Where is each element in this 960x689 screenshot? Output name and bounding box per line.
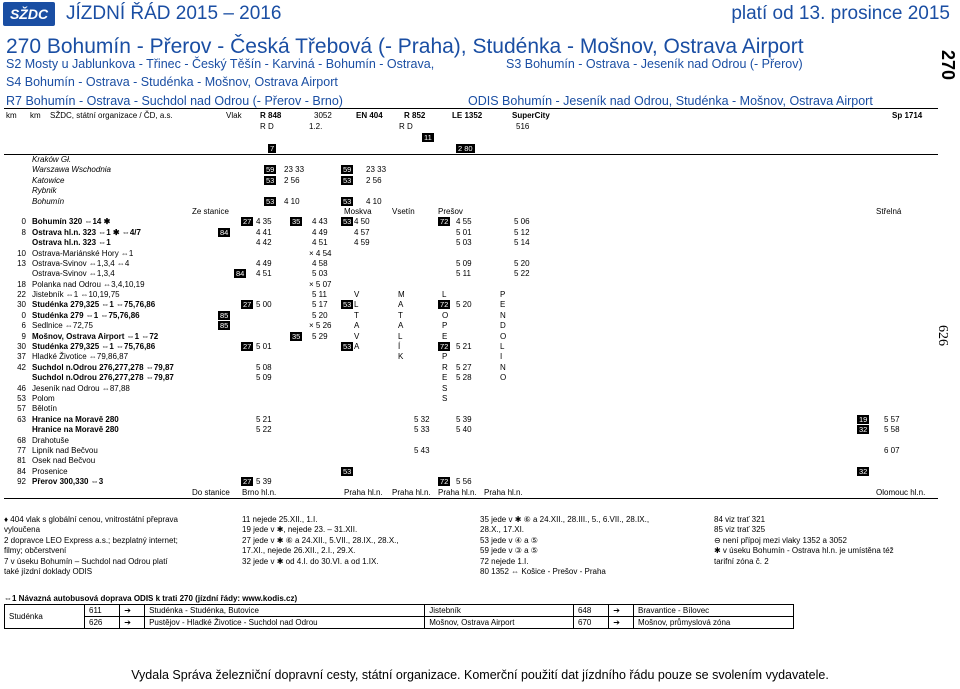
footnote: 80 1352 ⇔ Košice - Prešov - Praha [480,567,606,576]
route-s4: S4 Bohumín - Ostrava - Studénka - Mošnov, Ostrava Airport [6,75,338,89]
time-cell: E [500,300,506,310]
time-cell: 5 22 [514,269,530,279]
km-cell: 68 [17,435,26,445]
time-cell: Moskva [344,206,372,216]
table-row [4,477,938,487]
footnote: také jízdní doklady ODIS [4,567,93,576]
footnote: 72 nejede 1.I. [480,557,529,566]
train-r848: R 848 [260,111,282,120]
time-cell: 4 49 [312,227,328,237]
footnote: vyloučena [4,525,41,534]
km-cell: 81 [17,456,26,466]
route-odis: ODIS Bohumín - Jeseník nad Odrou, Studénka - Mošnov, Ostrava Airport [468,94,873,108]
station-name: Studénka 279,325 ⇔1 ⇔75,76,86 [32,300,156,310]
time-cell: A [354,321,360,331]
time-cell: 5 09 [256,373,272,383]
note-box: 35 [292,217,301,227]
footnote: 28.X., 17.XI. [480,525,525,534]
time-cell: 5 03 [312,269,328,279]
station-name: Ostrava-Svinov ⇔1,3,4 ⇔4 [32,258,130,268]
time-cell: 6 07 [884,445,900,455]
train-3052: 3052 [314,111,332,120]
time-cell: A [398,321,404,331]
time-cell: P [442,352,448,362]
time-cell: L [500,342,505,352]
footnote: 84 viz trať 321 [714,515,766,524]
table-row [4,186,938,196]
station-name: Jeseník nad Odrou ⇔87,88 [32,383,130,393]
table-row [4,321,938,331]
km-cell: 13 [17,258,26,268]
time-cell: 5 40 [456,425,472,435]
footnote: 35 jede v ✱ ⑥ a 24.XII., 28.III., 5., 6.VII., 28.IX., [480,515,650,524]
footnote: 2 dopravce LEO Express a.s.; bezplatný internet; [4,536,178,545]
time-cell: 5 21 [256,414,272,424]
time-cell: P [500,290,506,300]
km-cell: 92 [17,477,26,487]
table-row [4,269,938,279]
bus-stop: Jistebník [425,605,574,617]
time-cell: 5 39 [456,414,472,424]
time-cell: O [500,373,507,383]
km-cell: 9 [21,331,26,341]
station-name: Drahotuše [32,435,69,445]
station-name: Suchdol n.Odrou 276,277,278 ⇔79,87 [32,373,174,383]
time-cell: 4 10 [366,196,382,206]
time-cell: 5 14 [514,238,530,248]
table-row [4,456,938,466]
note-box: 35 [292,331,301,341]
footnote: 27 jede v ✱ ⑥ a 24.XII., 5.VII., 28.IX., 28.X., [242,536,399,545]
time-cell: 5 11 [312,290,327,300]
validity-date: platí od 13. prosince 2015 [731,3,950,24]
footnote: 85 viz trať 325 [714,525,766,534]
time-cell: E [442,373,448,383]
time-cell: 5 06 [514,217,530,227]
footnote: 11 nejede 25.XII., 1.I. [242,515,318,524]
time-cell: 5 22 [256,425,272,435]
time-cell: 5 01 [456,227,472,237]
km-cell: 77 [17,445,26,455]
footnote: tarifní zóna č. 2 [714,557,769,566]
time-cell: 5 32 [414,414,430,424]
time-cell: 2 56 [284,175,300,185]
route-r7: R7 Bohumín - Ostrava - Suchdol nad Odrou (- Přerov - Brno) [6,94,343,108]
table-row [4,280,938,290]
time-cell: Praha hl.n. [344,487,383,497]
station-name: Kraków Gł. [32,155,72,164]
table-row [4,290,938,300]
arrow-icon: ➔ [120,617,145,629]
note-box: 53 [343,466,352,476]
table-row [4,394,938,404]
note-box: 72 [440,477,449,487]
time-cell: L [398,331,403,341]
time-cell: 5 17 [312,300,328,310]
km-cell: 30 [17,300,26,310]
time-cell: × 5 07 [309,279,332,289]
timetable-year-title: JÍZDNÍ ŘÁD 2015 – 2016 [66,3,282,24]
time-cell: I [500,352,503,362]
km-cell: 37 [17,352,26,362]
table-row [4,384,938,394]
publisher-footer: Vydala Správa železniční dopravní cesty, státní organizace. Komerční použití dat jízdního řádu pouze se svolením vydavatele. [131,668,829,682]
timetable-header [4,109,938,155]
station-name: Katowice [32,175,65,185]
time-cell: V [354,290,360,300]
train-header: Vlak [226,111,242,120]
time-cell: 5 00 [256,300,272,310]
footnote: 32 jede v ✱ od 4.I. do 30.VI. a od 1.IX. [242,557,379,566]
time-cell: O [442,310,449,320]
footnote: 19 jede v ✱, nejede 23. – 31.XII. [242,525,358,534]
note-box: 27 [243,342,252,352]
time-cell: 5 39 [256,477,272,487]
table-row [4,207,938,217]
bus-line: 670 [573,617,608,629]
time-cell: 5 33 [414,425,430,435]
time-cell: 5 20 [514,258,530,268]
time-cell: Ze stanice [192,206,229,216]
km-cell: 18 [17,279,26,289]
time-cell: T [354,310,359,320]
km-cell: 53 [17,393,26,403]
table-row [4,197,938,207]
table-row [4,217,938,227]
train-3052-services: 1.2. [309,122,323,131]
footnote: ♦ 404 vlak s globální cenou, vnitrostátní přeprava [4,515,178,524]
time-cell: N [500,310,506,320]
note-box: 27 [243,300,252,310]
note-box: 19 [859,414,868,424]
time-cell: 5 09 [456,258,472,268]
note-box-2-80: 2 80 [458,144,473,153]
station-name: Hranice na Moravě 280 [32,414,119,424]
train-supercity: SuperCity [512,111,550,120]
train-r848-services: R D [260,122,274,131]
time-cell: Brno hl.n. [242,487,277,497]
time-cell: R [442,362,448,372]
time-cell: 5 43 [414,445,430,455]
time-cell: E [442,331,448,341]
table-row [4,425,938,435]
time-cell: Vsetín [392,206,415,216]
route-s3: S3 Bohumín - Ostrava - Jeseník nad Odrou (- Přerov) [506,57,803,71]
time-cell: 23 33 [284,165,305,175]
side-line-number: 270 [938,50,958,81]
side-page-number: 626 [935,325,950,346]
table-row [4,404,938,414]
note-box: 85 [220,321,229,331]
table-row [4,488,938,498]
timetable [4,108,938,499]
train-sp1714: Sp 1714 [892,111,923,120]
train-r852-services: R D [399,122,413,131]
km-cell: 0 [21,310,26,320]
bus-line: 611 [85,605,120,617]
station-name: Hranice na Moravě 280 [32,425,119,435]
note-box: 53 [343,300,352,310]
time-cell: D [500,321,506,331]
station-name: Hladké Životice ⇔79,86,87 [32,352,129,362]
time-cell: P [442,321,448,331]
station-name: Bělotín [32,404,57,414]
table-row [4,176,938,186]
footnote: 7 v úseku Bohumín – Suchdol nad Odrou platí [4,557,168,566]
km-cell: 63 [17,414,26,424]
time-cell: 5 08 [256,362,272,372]
time-cell: 5 01 [256,342,272,352]
bus-route: Bravantice - Bílovec [634,605,794,617]
footnote: ⊖ není přípoj mezi vlaky 1352 a 3052 [714,536,848,545]
time-cell: O [500,331,507,341]
note-box: 53 [266,196,275,206]
km-cell: 0 [21,217,26,227]
bus-route: Mošnov, průmyslová zóna [634,617,794,629]
time-cell: Í [398,342,401,352]
km-cell: 6 [21,321,26,331]
table-row [4,228,938,238]
note-box: 59 [266,165,275,175]
time-cell: 4 10 [284,196,300,206]
table-row [4,311,938,321]
km-cell: 42 [17,362,26,372]
time-cell: 5 27 [456,362,472,372]
time-cell: 4 58 [312,258,328,268]
table-row [4,238,938,248]
station-name: Polanka nad Odrou ⇔3,4,10,19 [32,279,145,289]
time-cell: 5 29 [312,331,328,341]
time-cell: Praha hl.n. [392,487,431,497]
time-cell: N [500,362,506,372]
station-name: Ostrava-Mariánské Hory ⇔1 [32,248,134,258]
note-box: 27 [243,217,252,227]
arrow-icon: ➔ [120,605,145,617]
time-cell: 4 50 [354,217,370,227]
table-row [4,363,938,373]
time-cell: 5 03 [456,238,472,248]
station-name: Jistebník ⇔1 ⇔10,19,75 [32,290,120,300]
footnote: ✱ v úseku Bohumín - Ostrava hl.n. je umístěna též [714,546,894,555]
footnote: 53 jede v ④ a ⑤ [480,536,538,545]
note-box: 53 [343,217,352,227]
page-header [0,0,960,30]
time-cell: 4 55 [456,217,472,227]
station-name: Polom [32,393,55,403]
station-name: Osek nad Bečvou [32,456,96,466]
time-cell: K [398,352,404,362]
time-cell: V [354,331,360,341]
time-cell: Olomouc hl.n. [876,487,926,497]
table-row [5,617,794,629]
station-name: Rybnik [32,186,57,196]
bus-stop: Mošnov, Ostrava Airport [425,617,574,629]
station-name: Bohumín 320 ⇔14 ✱ [32,217,111,227]
table-row [4,373,938,383]
route-title: 270 Bohumín - Přerov - Česká Třebová (- Praha), Studénka - Mošnov, Ostrava Airport [6,35,804,58]
station-name: Suchdol n.Odrou 276,277,278 ⇔79,87 [32,362,174,372]
table-row [4,352,938,362]
note-box: 84 [220,227,229,237]
km-cell: 57 [17,404,26,414]
time-cell: 4 59 [354,238,370,248]
arrow-icon: ➔ [609,617,634,629]
bus-route: Pustějov - Hladké Životice - Suchdol nad Odrou [145,617,425,629]
table-row [4,155,938,165]
bus-station: Studénka [5,605,85,629]
station-name: Přerov 300,330 ⇔3 [32,477,104,487]
note-box: 53 [343,196,352,206]
note-box: 32 [859,425,868,435]
time-cell: 5 20 [456,300,472,310]
time-cell: 2 56 [366,175,382,185]
time-cell: × 5 26 [309,321,332,331]
table-row [4,259,938,269]
arrow-icon: ➔ [609,605,634,617]
station-name: Ostrava-Svinov ⇔1,3,4 [32,269,115,279]
station-name: Mošnov, Ostrava Airport ⇔1 ⇔72 [32,331,159,341]
km-cell: 30 [17,342,26,352]
time-cell: Praha hl.n. [438,487,477,497]
station-name: Warszawa Wschodnia [32,165,111,175]
table-row [4,332,938,342]
time-cell: T [398,310,403,320]
time-cell: 5 20 [312,310,328,320]
time-cell: 4 41 [256,227,272,237]
time-cell: 4 51 [312,238,328,248]
bus-line: 648 [573,605,608,617]
time-cell: 5 56 [456,477,472,487]
table-row [4,300,938,310]
station-name: Bohumín [32,196,65,206]
station-name: Lipník nad Bečvou [32,445,98,455]
bus-connection-title: ⇔1 Návazná autobusová doprava ODIS k trati 270 (jízdní řády: www.kodis.cz) [4,594,298,603]
time-cell: 5 58 [884,425,900,435]
train-r852: R 852 [404,111,426,120]
time-cell: 4 42 [256,238,272,248]
table-row [4,446,938,456]
table-row [4,165,938,175]
station-name: Studénka 279 ⇔1 ⇔75,76,86 [32,310,140,320]
note-box: 53 [343,342,352,352]
time-cell: 4 57 [354,227,370,237]
time-cell: S [442,393,448,403]
train-le1352: LE 1352 [452,111,483,120]
note-box: 85 [220,310,229,320]
note-box: 84 [236,269,245,279]
km-cell: 22 [17,290,26,300]
operator-header: SŽDC, státní organizace / ČD, a.s. [50,111,173,120]
station-name: Ostrava hl.n. 323 ⇔1 [32,238,111,248]
time-cell: 23 33 [366,165,387,175]
station-name: Sedlnice ⇔72,75 [32,321,93,331]
time-cell: A [354,342,360,352]
route-s2: S2 Mosty u Jablunkova - Třinec - Český Těšín - Karviná - Bohumín - Ostrava, [6,57,435,71]
bus-route: Studénka - Studénka, Butovice [145,605,425,617]
note-box: 53 [343,175,352,185]
km-cell: 10 [17,248,26,258]
time-cell: M [398,290,405,300]
bus-connection-table [4,604,794,629]
time-cell: L [354,300,359,310]
time-cell: Prešov [438,206,463,216]
szdc-logo: SŽDC [3,2,55,26]
note-box: 72 [440,300,449,310]
station-name: Ostrava hl.n. 323 ⇔1 ✱ ⇔4/7 [32,227,141,237]
km-cell: 8 [21,227,26,237]
km-header: km [6,111,17,120]
timetable-body [4,155,938,498]
table-row [4,467,938,477]
time-cell: L [442,290,447,300]
note-box: 27 [243,477,252,487]
km2-header: km [30,111,41,120]
time-cell: Do stanice [192,487,230,497]
station-name: Prosenice [32,466,68,476]
time-cell: 4 49 [256,258,272,268]
table-row [4,249,938,259]
time-cell: 5 57 [884,414,900,424]
time-cell: 5 28 [456,373,472,383]
table-row [4,436,938,446]
footnote: filmy; občerstvení [4,546,67,555]
note-box-7: 7 [270,144,275,153]
time-cell: 4 51 [256,269,272,279]
table-row [5,605,794,617]
table-row [4,342,938,352]
time-cell: 4 43 [312,217,328,227]
note-box: 53 [266,175,275,185]
time-cell: Střelná [876,206,902,216]
km-cell: 84 [17,466,26,476]
time-cell: A [398,300,404,310]
time-cell: 5 21 [456,342,472,352]
time-cell: 5 12 [514,227,530,237]
note-box: 72 [440,342,449,352]
station-name: Studénka 279,325 ⇔1 ⇔75,76,86 [32,342,156,352]
time-cell: × 4 54 [309,248,332,258]
train-en404: EN 404 [356,111,383,120]
train-supercity-number: 516 [516,122,530,131]
time-cell: 5 11 [456,269,471,279]
table-row [4,415,938,425]
note-box: 59 [343,165,352,175]
bus-line: 626 [85,617,120,629]
note-box: 32 [859,466,868,476]
km-cell: 46 [17,383,26,393]
footnote: 59 jede v ③ a ⑤ [480,546,538,555]
footnote: 17.XI., nejede 26.XII., 2.I., 29.X. [242,546,356,555]
note-box-11: 11 [424,133,432,142]
time-cell: S [442,383,448,393]
time-cell: Praha hl.n. [484,487,523,497]
note-box: 72 [440,217,449,227]
time-cell: 4 35 [256,217,272,227]
